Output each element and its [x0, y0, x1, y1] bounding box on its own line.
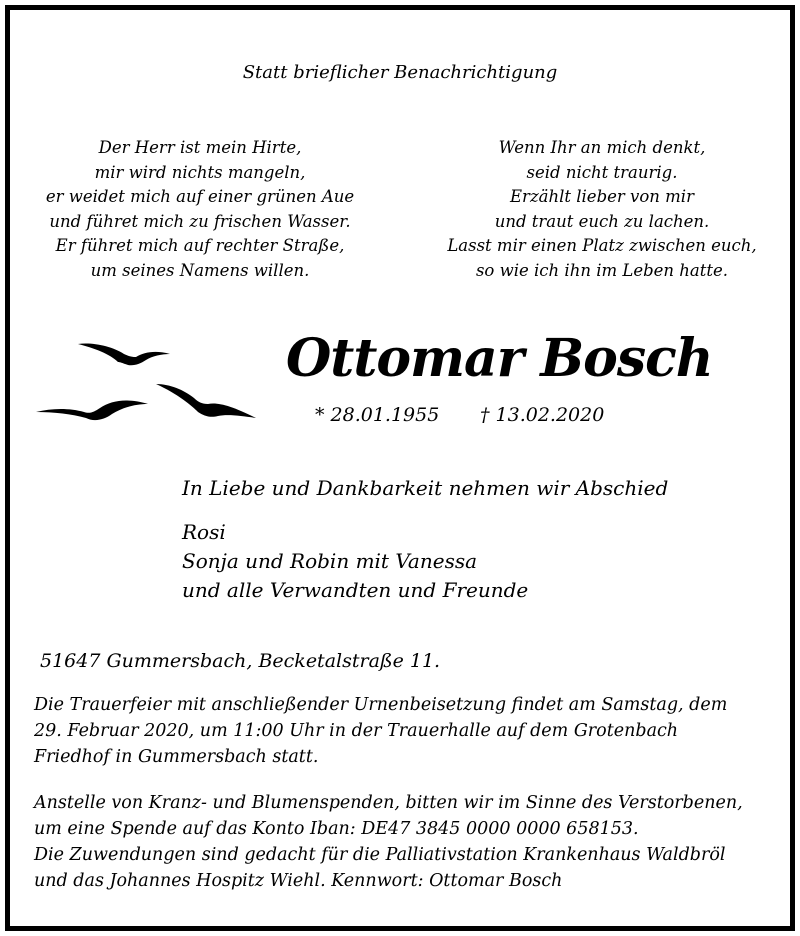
bird-icon	[78, 343, 170, 365]
donation-info	[34, 790, 784, 894]
verse-line: seid nicht traurig.	[526, 162, 678, 182]
verse-line: Erzählt lieber von mir	[510, 187, 694, 206]
verse-line: Wenn Ihr an mich denkt,	[498, 138, 706, 157]
farewell-line: In Liebe und Dankbarkeit nehmen wir Abschied	[182, 476, 669, 500]
birth-date: * 28.01.1955	[315, 404, 440, 426]
flying-birds-icon	[32, 332, 272, 432]
verse-line: er weidet mich auf einer grünen Aue	[45, 187, 355, 206]
donation-line: und das Johannes Hospitz Wiehl. Kennwort: Ottomar Bosch	[34, 871, 563, 891]
mourners-list	[182, 518, 528, 605]
mourner: Sonja und Robin mit Vanessa	[182, 549, 478, 573]
donation-line: Die Zuwendungen sind gedacht für die Palliativstation Krankenhaus Waldbröl	[34, 845, 726, 865]
notice-header: Statt brieflicher Benachrichtigung	[242, 62, 558, 83]
verse-line: so wie ich ihn im Leben hatte.	[475, 260, 729, 280]
verse-line: um seines Namens willen.	[90, 260, 310, 280]
psalm-verse	[10, 136, 390, 283]
verse-line: und traut euch zu lachen.	[494, 211, 710, 231]
obituary-notice	[5, 5, 795, 931]
mourner: und alle Verwandten und Freunde	[182, 578, 529, 602]
verse-line: Lasst mir einen Platz zwischen euch,	[447, 236, 757, 255]
funeral-info	[34, 692, 784, 770]
family-address: 51647 Gummersbach, Becketalstraße 11.	[40, 650, 441, 672]
verse-line: mir wird nichts mangeln,	[94, 162, 306, 182]
bird-icon	[156, 384, 256, 418]
deceased-name: Ottomar Bosch	[286, 328, 713, 389]
death-date: † 13.02.2020	[480, 404, 605, 426]
verse-line: Er führet mich auf rechter Straße,	[55, 236, 345, 255]
mourner: Rosi	[182, 520, 226, 544]
funeral-line: 29. Februar 2020, um 11:00 Uhr in der Trauerhalle auf dem Grotenbach	[34, 721, 679, 741]
funeral-line: Die Trauerfeier mit anschließender Urnenbeisetzung findet am Samstag, dem	[34, 695, 728, 715]
remembrance-verse	[412, 136, 792, 283]
donation-line: Anstelle von Kranz- und Blumenspenden, bitten wir im Sinne des Verstorbenen,	[34, 793, 743, 813]
donation-line: um eine Spende auf das Konto Iban: DE47 3845 0000 0000 658153.	[34, 819, 639, 839]
funeral-line: Friedhof in Gummersbach statt.	[34, 747, 319, 767]
verse-line: Der Herr ist mein Hirte,	[98, 138, 302, 157]
verse-line: und führet mich zu frischen Wasser.	[49, 211, 351, 231]
bird-icon	[36, 401, 148, 421]
